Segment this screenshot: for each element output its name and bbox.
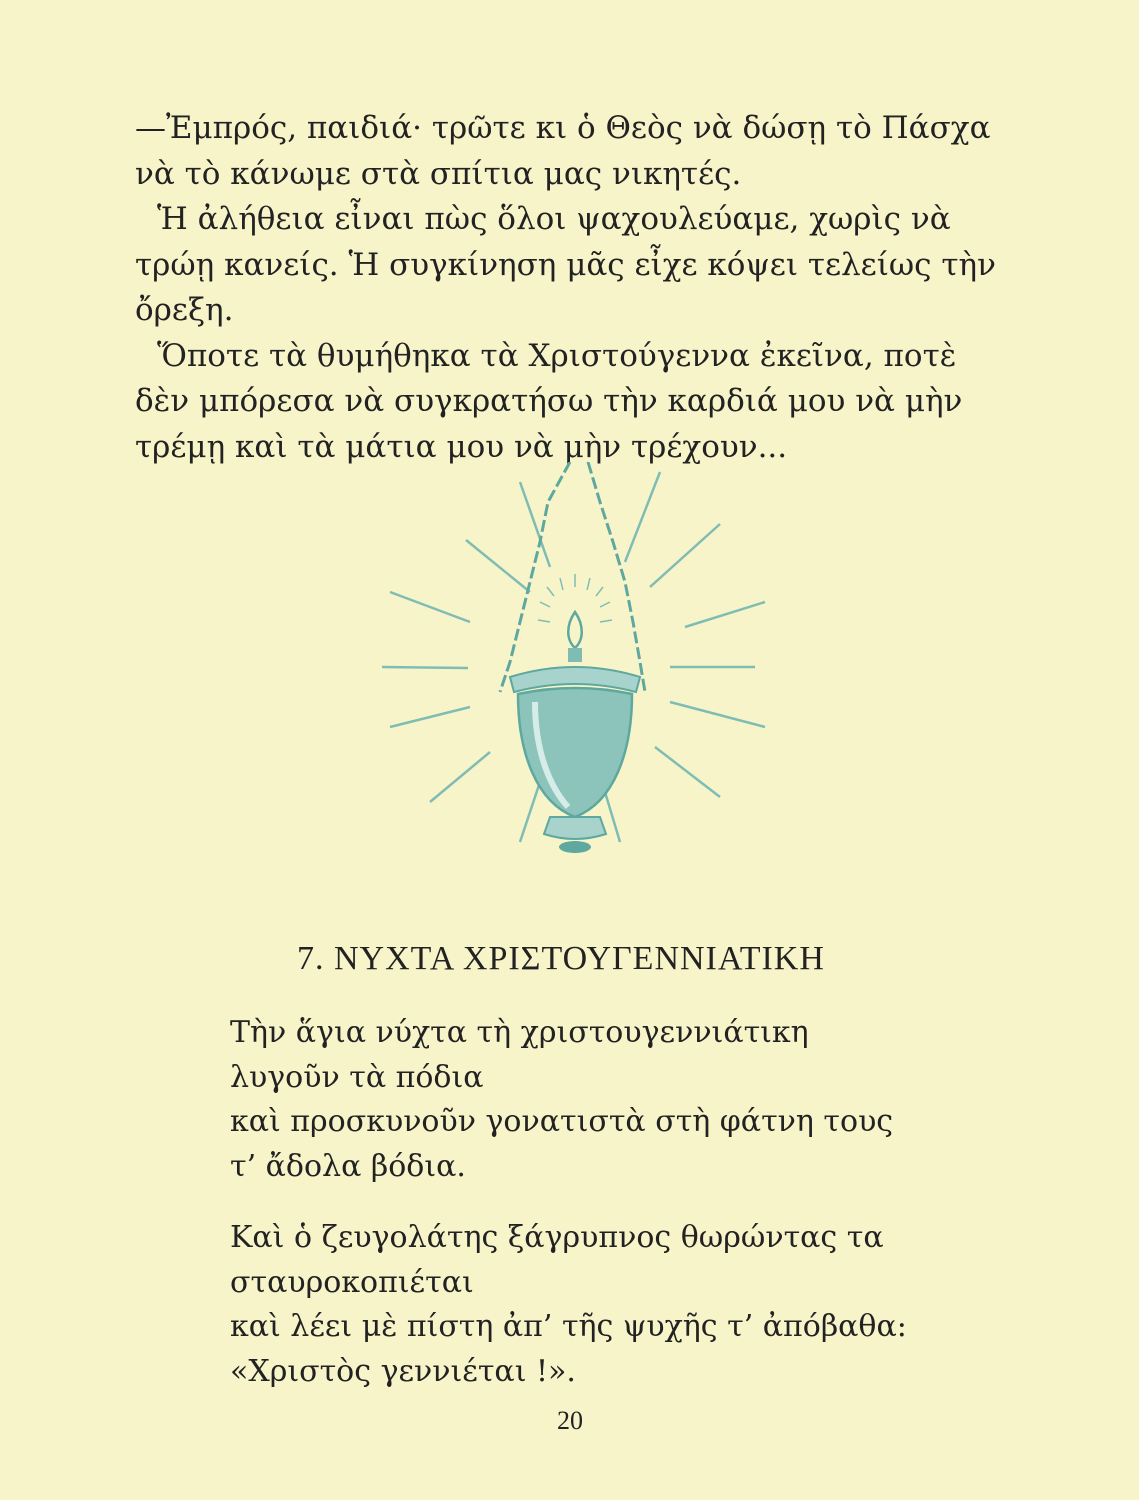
prose-text bbox=[135, 106, 1005, 470]
poem-line: καὶ λέει μὲ πίστη ἀπ’ τῆς ψυχῆς τ’ ἀπόβαθα: bbox=[230, 1309, 907, 1344]
wick bbox=[568, 648, 582, 662]
ray bbox=[382, 667, 468, 668]
chapter-number: 7. bbox=[297, 940, 325, 977]
poem-line: καὶ προσκυνοῦν γονατιστὰ στὴ φάτνη τους bbox=[230, 1104, 894, 1139]
poem-stanza bbox=[230, 1216, 990, 1394]
chapter-title: ΝΥΧΤΑ ΧΡΙΣΤΟΥΓΕΝΝΙΑΤΙΚΗ bbox=[334, 940, 825, 977]
poem-line: σταυροκοπιέται bbox=[230, 1264, 474, 1300]
poem-line: Τὴν ἅγια νύχτα τὴ χριστουγεννιάτικη bbox=[230, 1015, 809, 1050]
paragraph: Ὅποτε τὰ θυμήθηκα τὰ Χριστούγεννα ἐκεῖνα, ποτὲ δὲν μπόρεσα νὰ συγκρατήσω τὴν καρδιά μου νὰ μὴν τρέμῃ καὶ τὰ μάτια μου νὰ μὴν τρέχουν... bbox=[135, 337, 963, 465]
chapter-heading bbox=[297, 940, 897, 978]
flame-icon bbox=[568, 612, 582, 648]
ray bbox=[430, 752, 490, 802]
ray bbox=[520, 782, 540, 842]
lamp-finial bbox=[559, 841, 591, 853]
poem-stanza bbox=[230, 1011, 990, 1189]
ray bbox=[625, 472, 660, 562]
poem-line: Καὶ ὁ ζευγολάτης ξάγρυπνος θωρώντας τα bbox=[230, 1220, 884, 1255]
oil-lamp-illustration bbox=[370, 462, 770, 882]
ray bbox=[466, 540, 530, 592]
ray bbox=[390, 707, 470, 727]
poem-line: τ’ ἄδολα βόδια. bbox=[230, 1148, 466, 1184]
ray bbox=[390, 592, 470, 622]
ray bbox=[520, 482, 550, 567]
page-number: 20 bbox=[557, 1406, 583, 1435]
poem-line: λυγοῦν τὰ πόδια bbox=[230, 1059, 484, 1095]
paragraph: Ἡ ἀλήθεια εἶναι πὼς ὅλοι ψαχουλεύαμε, χωρὶς νὰ τρώῃ κανείς. Ἡ συγκίνηση μᾶς εἶχε κόψει τελείως τὴν ὄρεξη. bbox=[135, 201, 996, 328]
ray bbox=[655, 747, 720, 797]
poem-line: «Χριστὸς γεννιέται !». bbox=[230, 1353, 576, 1389]
ray bbox=[685, 602, 765, 627]
paragraph: —Ἐμπρός, παιδιά· τρῶτε κι ὁ Θεὸς νὰ δώσῃ τὸ Πάσχα νὰ τὸ κάνωμε στὰ σπίτια μας νικητές. bbox=[135, 110, 991, 192]
ray bbox=[650, 524, 720, 587]
ray bbox=[670, 702, 765, 727]
lamp-base bbox=[544, 817, 606, 839]
flame-glow bbox=[538, 574, 612, 622]
